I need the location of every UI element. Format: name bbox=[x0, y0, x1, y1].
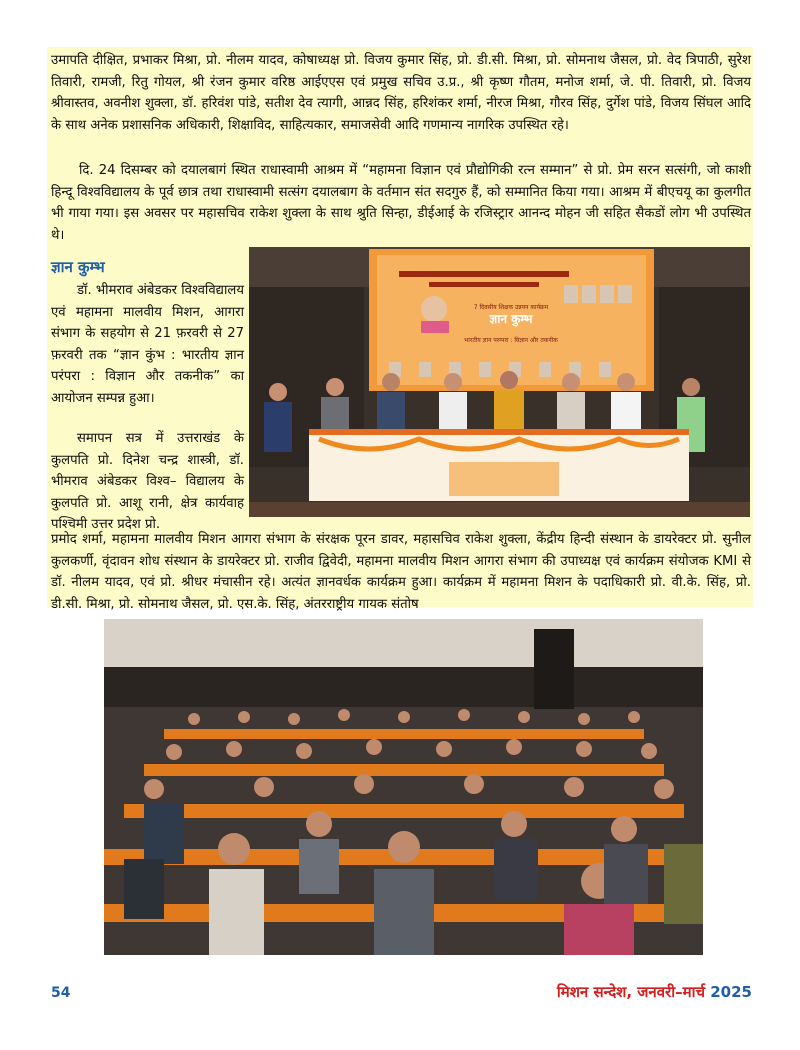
banner-day-label: 7 दिवसीय शिक्षक उन्नयन कार्यक्रम bbox=[473, 304, 549, 311]
paragraph-closing-session: समापन सत्र में उत्तराखंड के कुलपति प्रो. दिनेश चन्द्र शास्त्री, डॉ. भीमराव अंबेडकर विश्व– विद्यालय के कुलपति प्रो. आशू रानी, क्षेत्र कार्यवाह पश्चिमी उत्तर प्रदेश प्रो. bbox=[51, 431, 244, 532]
paragraph-dayalbagh-award: दि. 24 दिसम्बर को दयालबागं स्थित राधास्वामी आश्रम में “महामना विज्ञान एवं प्रौद्योगिकी रत्न सम्मान” से प्रो. प्रेम सरन सत्संगी, जो काशी हिन्दू विश्वविद्यालय के पूर्व छात्र तथा राधास्वामी सत्संग दयालबाग के वर्तमान संत सदगुरु हैं, को सम्मानित किया गया। आश्रम में बीएचयू का कुलगीत भी गाया गया। इस अवसर पर महासचिव राकेश शुक्ला के साथ श्रुति सिन्हा, डीईआई के रजिस्ट्रार आनन्द मोहन जी सहित सैकडों लोग भी उपस्थित थे। bbox=[51, 163, 751, 243]
magazine-issue: मिशन सन्देश, जनवरी–मार्च bbox=[556, 983, 706, 1001]
banner-title: ज्ञान कुम्भ bbox=[489, 312, 533, 326]
paragraph-gyan-kumbh-intro: डॉ. भीमराव अंबेडकर विश्वविद्यालय एवं महामना मालवीय मिशन, आगरा संभाग के सहयोग से 21 फ़रवरी से 27 फ़रवरी तक “ज्ञान कुंभ : भारतीय ज्ञान परंपरा : विज्ञान और तकनीक” का आयोजन सम्पन्न हुआ। bbox=[51, 283, 244, 406]
section-title-gyan-kumbh: ज्ञान कुम्भ bbox=[51, 258, 105, 276]
audience-photo-illustration bbox=[104, 619, 703, 955]
stage-photo bbox=[249, 247, 750, 517]
audience-photo bbox=[104, 619, 703, 955]
page-number: 54 bbox=[51, 985, 71, 1001]
paragraph-session-dignitaries: प्रमोद शर्मा, महामना मालवीय मिशन आगरा संभाग के संरक्षक पूरन डावर, महासचिव राकेश शुक्ला, केंद्रीय हिन्दी संस्थान के डायरेक्टर प्रो. सुनील कुलकर्णी, वृंदावन शोध संस्थान के डायरेक्टर प्रो. राजीव द्विवेदी, महामना मालवीय मिशन आगरा संभाग की उपाध्यक्ष एवं कार्यक्रम संयोजक KMI से डॉ. नीलम यादव, एवं प्रो. श्रीधर मंचासीन रहे। अत्यंत ज्ञानवर्धक कार्यक्रम हुआ। कार्यक्रम में महामना मिशन के पदाधिकारी प्रो. वी.के. सिंह, प्रो. डी.सी. मिश्रा, प्रो. सोमनाथ जैसल, प्रो. एस.के. सिंह, अंतरराष्ट्रीय गायक संतोष bbox=[51, 532, 751, 612]
stage-photo-illustration bbox=[249, 247, 750, 517]
paragraph-attendees: उमापति दीक्षित, प्रभाकर मिश्रा, प्रो. नीलम यादव, कोषाध्यक्ष प्रो. विजय कुमार सिंह, प्रो. डी.सी. मिश्रा, प्रो. सोमनाथ जैसल, प्रो. वेद त्रिपाठी, सुरेश तिवारी, रामजी, रितु गोयल, श्री रंजन कुमार वरिष्ठ आईएएस एवं प्रमुख सचिव उ.प्र., श्री कृष्ण गौतम, मनोज शर्मा, जे. पी. तिवारी, प्रो. विजय श्रीवास्तव, अवनीश शुक्ला, डॉ. हरिवंश पांडे, सतीश देव त्यागी, आन्नद सिंह, हरिशंकर शर्मा, नीरज मिश्रा, गौरव सिंह, दुर्गेश पांडे, विजय सिंघल आदि के साथ अनेक प्रशासनिक अधिकारी, शिक्षाविद, साहित्यकार, समाजसेवी आदि गणमान्य नागरिक उपस्थित रहे। bbox=[51, 53, 751, 133]
magazine-year: 2025 bbox=[710, 983, 752, 1001]
banner-subtitle: भारतीय ज्ञान परम्परा : विज्ञान और तकनीक bbox=[464, 337, 558, 344]
magazine-footer bbox=[557, 982, 752, 1002]
